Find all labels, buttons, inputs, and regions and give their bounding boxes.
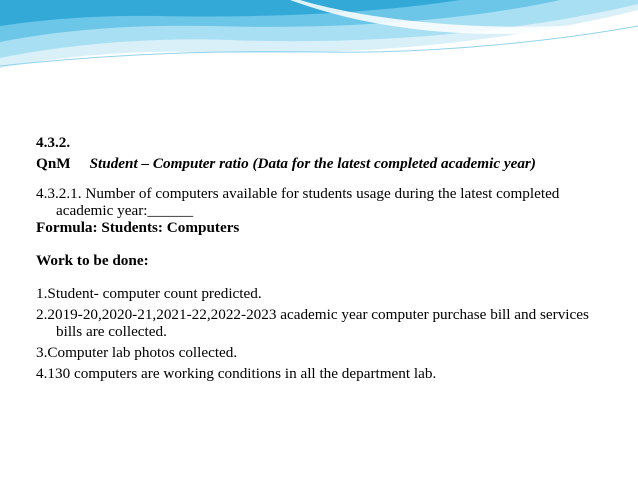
metric-type: QnM	[36, 155, 71, 172]
work-item-2: 2.2019-20,2020-21,2021-22,2022-2023 academic year computer purchase bill and services bills are collected.	[36, 306, 589, 340]
work-heading: Work to be done:	[36, 252, 149, 269]
metric-line	[36, 155, 616, 172]
metric-title: Student – Computer ratio (Data for the latest completed academic year)	[89, 155, 536, 172]
header-wave-decoration	[0, 0, 638, 80]
criterion-code: 4.3.2.	[36, 134, 71, 151]
work-item-3: 3.Computer lab photos collected.	[36, 344, 238, 361]
slide-content	[36, 134, 616, 382]
work-item-1: 1.Student- computer count predicted.	[36, 285, 262, 302]
work-item-4: 4.130 computers are working conditions in all the department lab.	[36, 365, 437, 382]
formula: Formula: Students: Computers	[36, 219, 240, 236]
sub-item: 4.3.2.1. Number of computers available for students usage during the latest completed academic year:______	[36, 185, 560, 219]
